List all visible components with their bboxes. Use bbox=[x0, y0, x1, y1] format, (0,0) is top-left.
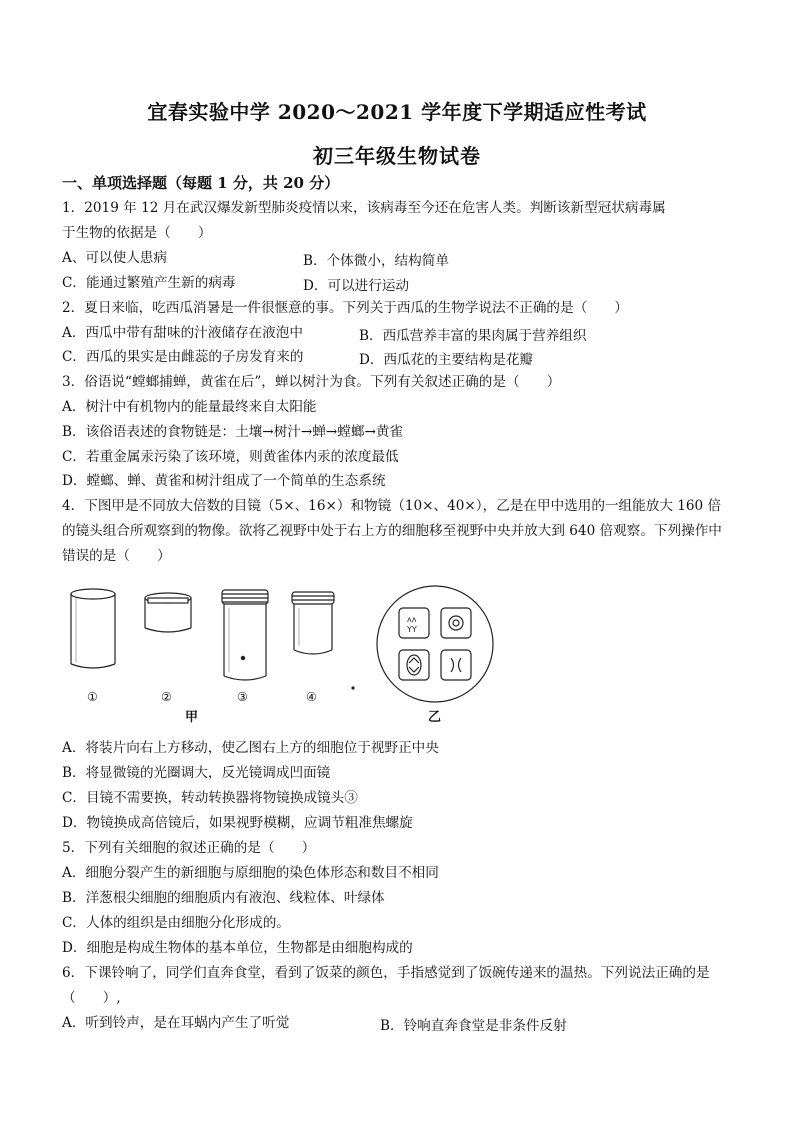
q1-option-d: D．可以进行运动 bbox=[303, 278, 410, 294]
exam-subtitle: 初三年级生物试卷 bbox=[313, 144, 481, 168]
svg-text:ʌʌ: ʌʌ bbox=[407, 615, 417, 624]
q2-option-d: D．西瓜花的主要结构是花瓣 bbox=[359, 352, 534, 368]
section-heading: 一、单项选择题（每题 1 分，共 20 分） bbox=[62, 174, 340, 192]
q3-option-b: B．该俗语表述的食物链是：土壤→树汁→蝉→螳螂→黄雀 bbox=[62, 424, 404, 440]
microscope-figure-svg bbox=[62, 584, 502, 724]
q4-stem-line2: 的镜头组合所观察到的物像。欲将乙视野中处于右上方的细胞移至视野中央并放大到 640 倍观察。下列操作中 bbox=[62, 523, 722, 539]
q6-stem-line2: （ ）, bbox=[62, 990, 121, 1006]
q1-stem-line2: 于生物的依据是（ ） bbox=[62, 225, 212, 241]
q5-option-b: B．洋葱根尖细胞的细胞质内有液泡、线粒体、叶绿体 bbox=[62, 890, 385, 906]
q4-option-a: A．将装片向右上方移动，使乙图右上方的细胞位于视野正中央 bbox=[62, 740, 439, 756]
exam-title: 宜春实验中学 2020～2021 学年度下学期适应性考试 bbox=[147, 100, 647, 124]
field-of-view-icon bbox=[377, 586, 493, 702]
lens-1-icon bbox=[71, 589, 115, 668]
lens-4-icon bbox=[292, 592, 334, 654]
q1-option-b: B．个体微小，结构简单 bbox=[303, 253, 449, 269]
q2-option-a: A．西瓜中带有甜味的汁液储存在液泡中 bbox=[62, 325, 303, 341]
q3-option-a: A．树汁中有机物内的能量最终来自太阳能 bbox=[62, 399, 317, 415]
q6-stem-line1: 6．下课铃响了，同学们直奔食堂，看到了饭菜的颜色，手指感觉到了饭碗传递来的温热。下列说法正确的是 bbox=[62, 965, 710, 981]
svg-text:YY: YY bbox=[407, 625, 417, 634]
lens-label-4: ④ bbox=[306, 690, 317, 704]
lens-label-1: ① bbox=[87, 690, 98, 704]
q1-stem-line1: 1．2019 年 12 月在武汉爆发新型肺炎疫情以来，该病毒至今还在危害人类。判断该新型冠状病毒属 bbox=[62, 200, 666, 216]
q1-option-c: C．能通过繁殖产生新的病毒 bbox=[62, 275, 236, 291]
microscope-figure bbox=[62, 584, 502, 724]
q3-option-c: C．若重金属汞污染了该环境，则黄雀体内汞的浓度最低 bbox=[62, 449, 399, 465]
q3-option-d: D．螳螂、蝉、黄雀和树汁组成了一个简单的生态系统 bbox=[62, 473, 386, 489]
caption-yi: 乙 bbox=[428, 710, 442, 724]
q2-option-b: B．西瓜营养丰富的果肉属于营养组织 bbox=[359, 328, 587, 344]
q5-option-c: C．人体的组织是由细胞分化形成的。 bbox=[62, 915, 290, 931]
lens-label-2: ② bbox=[161, 690, 172, 704]
q4-stem-line1: 4．下图甲是不同放大倍数的目镜（5×、16×）和物镜（10×、40×），乙是在甲中选用的一组能放大 160 倍 bbox=[62, 498, 722, 514]
q3-stem: 3．俗语说“螳螂捕蝉，黄雀在后”，蝉以树汁为食。下列有关叙述正确的是（ ） bbox=[62, 374, 561, 390]
q5-option-a: A．细胞分裂产生的新细胞与原细胞的染色体形态和数目不相同 bbox=[62, 865, 439, 881]
lens-2-icon bbox=[145, 593, 191, 632]
caption-jia: 甲 bbox=[185, 710, 199, 724]
q4-stem-line3: 错误的是（ ） bbox=[62, 548, 171, 564]
lens-3-icon bbox=[222, 590, 268, 680]
q4-option-c: C．目镜不需要换，转动转换器将物镜换成镜头③ bbox=[62, 790, 358, 806]
q1-option-a: A、可以使人患病 bbox=[62, 250, 167, 266]
q2-stem: 2．夏日来临，吃西瓜消暑是一件很惬意的事。下列关于西瓜的生物学说法不正确的是（ ） bbox=[62, 300, 628, 316]
q4-option-b: B．将显微镜的光圈调大，反光镜调成凹面镜 bbox=[62, 765, 331, 781]
q2-option-c: C．西瓜的果实是由雌蕊的子房发育来的 bbox=[62, 349, 304, 365]
lens-label-3: ③ bbox=[237, 690, 248, 704]
q4-option-d: D．物镜换成高倍镜后，如果视野模糊，应调节粗准焦螺旋 bbox=[62, 815, 413, 831]
q5-stem: 5．下列有关细胞的叙述正确的是（ ） bbox=[62, 840, 316, 856]
q6-option-b: B．铃响直奔食堂是非条件反射 bbox=[380, 1018, 567, 1034]
q6-option-a: A．听到铃声，是在耳蜗内产生了听觉 bbox=[62, 1015, 290, 1031]
q5-option-d: D．细胞是构成生物体的基本单位，生物都是由细胞构成的 bbox=[62, 940, 413, 956]
